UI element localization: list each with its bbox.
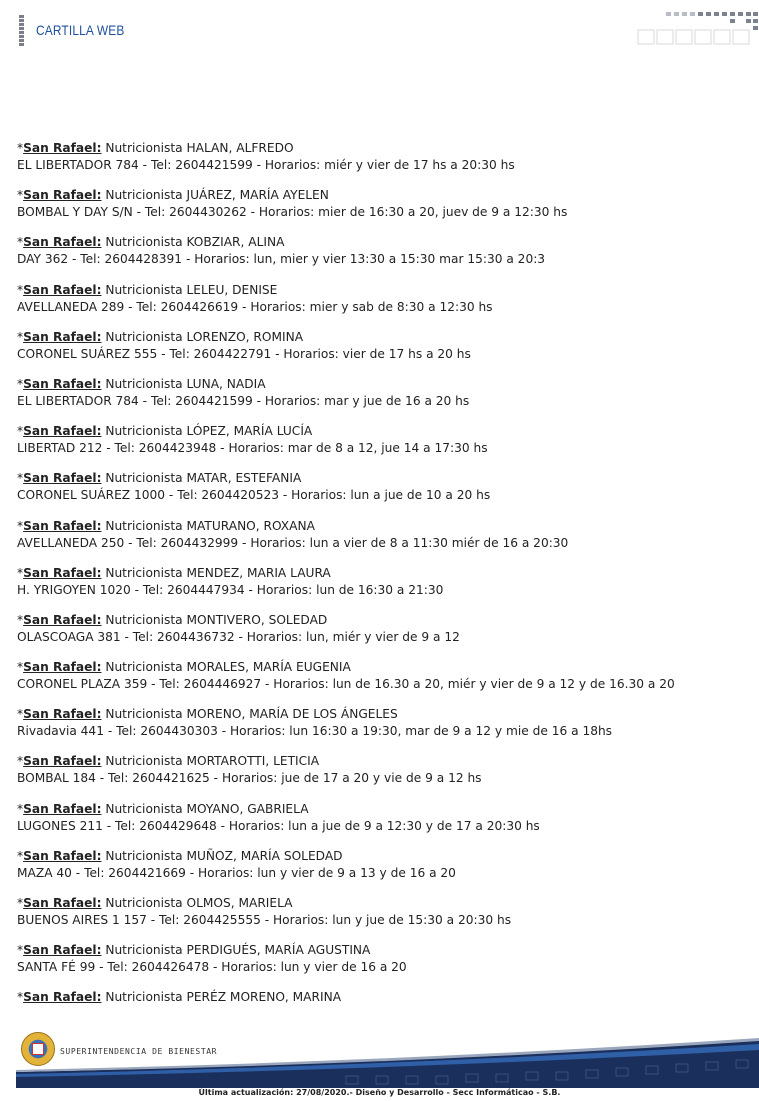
provider-details: OLASCOAGA 381 - Tel: 2604436732 - Horarios: lun, miér y vier de 9 a 12: [17, 629, 460, 644]
provider-details: BOMBAL Y DAY S/N - Tel: 2604430262 - Horarios: mier de 16:30 a 20, juev de 9 a 12:30 hs: [17, 205, 568, 220]
city-label: San Rafael:: [23, 329, 102, 344]
provider-name: Nutricionista LELEU, DENISE: [105, 282, 278, 297]
provider-heading: [17, 848, 747, 865]
bullet-asterisk: *: [17, 612, 24, 627]
provider-details: CORONEL SUÁREZ 1000 - Tel: 2604420523 - Horarios: lun a jue de 10 a 20 hs: [17, 488, 491, 503]
provider-details: AVELLANEDA 250 - Tel: 2604432999 - Horarios: lun a vier de 8 a 11:30 miér de 16 a 20:30: [17, 535, 569, 550]
provider-details: BUENOS AIRES 1 157 - Tel: 2604425555 - Horarios: lun y jue de 15:30 a 20:30 hs: [17, 913, 512, 927]
footer-organization: SUPERINTENDENCIA DE BIENESTAR: [60, 1047, 218, 1056]
provider-details: BOMBAL 184 - Tel: 2604421625 - Horarios: jue de 17 a 20 y vie de 9 a 12 hs: [17, 771, 482, 786]
provider-heading: [17, 989, 747, 1006]
provider-heading: [17, 801, 747, 818]
list-item: [17, 942, 747, 989]
provider-name: Nutricionista MATAR, ESTEFANIA: [105, 471, 302, 486]
list-item: [17, 565, 747, 612]
provider-details: LUGONES 211 - Tel: 2604429648 - Horarios: lun a jue de 9 a 12:30 y de 17 a 20:30 hs: [17, 818, 540, 833]
provider-heading: [17, 376, 747, 393]
provider-details: AVELLANEDA 289 - Tel: 2604426619 - Horarios: mier y sab de 8:30 a 12:30 hs: [17, 299, 493, 314]
provider-heading: [17, 329, 747, 346]
city-label: San Rafael:: [23, 660, 102, 675]
bullet-asterisk: *: [17, 848, 24, 863]
list-item: [17, 659, 747, 706]
list-item: [17, 518, 747, 565]
provider-heading: [17, 234, 747, 251]
header-decoration-icon: [636, 10, 759, 46]
provider-name: Nutricionista JUÁREZ, MARÍA AYELEN: [105, 188, 329, 203]
list-item: [17, 187, 747, 234]
provider-details: Rivadavia 441 - Tel: 2604430303 - Horarios: lun 16:30 a 19:30, mar de 9 a 12 y mie de 16 a 18hs: [17, 724, 613, 739]
bullet-asterisk: *: [17, 282, 24, 297]
provider-list: [17, 140, 747, 1037]
city-label: San Rafael:: [23, 990, 102, 1005]
list-item: [17, 376, 747, 423]
provider-heading: [17, 187, 747, 204]
city-label: San Rafael:: [23, 282, 102, 297]
city-label: San Rafael:: [23, 424, 102, 439]
footer-band-icon: [16, 1030, 759, 1088]
provider-heading: [17, 753, 747, 770]
list-item: [17, 848, 747, 895]
bullet-asterisk: *: [17, 707, 24, 722]
provider-name: Nutricionista MORALES, MARÍA EUGENIA: [105, 660, 351, 675]
list-item: [17, 282, 747, 329]
institution-seal-icon: [21, 1032, 55, 1066]
page-title: CARTILLA WEB: [36, 22, 125, 38]
provider-details: CORONEL PLAZA 359 - Tel: 2604446927 - Horarios: lun de 16.30 a 20, miér y vier de 9 a 12 y de 16.30 a 20: [17, 677, 675, 692]
provider-name: Nutricionista LÓPEZ, MARÍA LUCÍA: [105, 424, 313, 439]
provider-heading: [17, 895, 747, 912]
provider-heading: [17, 470, 747, 487]
city-label: San Rafael:: [23, 707, 102, 722]
bullet-asterisk: *: [17, 943, 24, 958]
list-item: [17, 801, 747, 848]
provider-details: EL LIBERTADOR 784 - Tel: 2604421599 - Horarios: miér y vier de 17 hs a 20:30 hs: [17, 158, 515, 172]
provider-name: Nutricionista MORTAROTTI, LETICIA: [105, 754, 320, 769]
provider-heading: [17, 612, 747, 629]
page-footer: [16, 1030, 759, 1088]
provider-name: Nutricionista MENDEZ, MARIA LAURA: [105, 565, 331, 580]
city-label: San Rafael:: [23, 943, 102, 958]
provider-name: Nutricionista OLMOS, MARIELA: [105, 896, 293, 910]
page-header: [0, 0, 759, 60]
bullet-asterisk: *: [17, 990, 24, 1005]
provider-details: H. YRIGOYEN 1020 - Tel: 2604447934 - Horarios: lun de 16:30 a 21:30: [17, 582, 444, 597]
provider-details: MAZA 40 - Tel: 2604421669 - Horarios: lun y vier de 9 a 13 y de 16 a 20: [17, 865, 456, 880]
city-label: San Rafael:: [23, 612, 102, 627]
list-item: [17, 753, 747, 800]
provider-heading: [17, 942, 747, 959]
bullet-asterisk: *: [17, 471, 24, 486]
city-label: San Rafael:: [23, 565, 102, 580]
list-item: [17, 234, 747, 281]
provider-details: SANTA FÉ 99 - Tel: 2604426478 - Horarios: lun y vier de 16 a 20: [17, 960, 407, 975]
bullet-asterisk: *: [17, 329, 24, 344]
provider-details: EL LIBERTADOR 784 - Tel: 2604421599 - Horarios: mar y jue de 16 a 20 hs: [17, 393, 470, 408]
provider-heading: [17, 423, 747, 440]
city-label: San Rafael:: [23, 518, 102, 533]
provider-details: LIBERTAD 212 - Tel: 2604423948 - Horarios: mar de 8 a 12, jue 14 a 17:30 hs: [17, 441, 488, 456]
bullet-asterisk: *: [17, 235, 24, 250]
provider-name: Nutricionista MONTIVERO, SOLEDAD: [105, 612, 328, 627]
bullet-asterisk: *: [17, 188, 24, 203]
city-label: San Rafael:: [23, 754, 102, 769]
bullet-asterisk: *: [17, 565, 24, 580]
provider-details: DAY 362 - Tel: 2604428391 - Horarios: lun, mier y vier 13:30 a 15:30 mar 15:30 a 20:3: [17, 252, 546, 267]
provider-name: Nutricionista MATURANO, ROXANA: [105, 518, 315, 533]
list-item: [17, 612, 747, 659]
list-item: [17, 895, 747, 942]
city-label: San Rafael:: [23, 188, 102, 203]
provider-heading: [17, 518, 747, 535]
list-item: [17, 140, 747, 187]
bullet-asterisk: *: [17, 376, 24, 391]
provider-heading: [17, 706, 747, 723]
footer-update-note: Última actualización: 27/08/2020.- Diseño y Desarrollo - Secc Informáticao - S.B.: [198, 1088, 561, 1097]
provider-name: Nutricionista MORENO, MARÍA DE LOS ÁNGELES: [105, 707, 398, 722]
city-label: San Rafael:: [23, 848, 102, 863]
provider-heading: [17, 565, 747, 582]
city-label: San Rafael:: [23, 141, 102, 155]
city-label: San Rafael:: [23, 471, 102, 486]
list-item: [17, 706, 747, 753]
bullet-asterisk: *: [17, 141, 24, 155]
provider-name: Nutricionista MUÑOZ, MARÍA SOLEDAD: [105, 848, 343, 863]
provider-name: Nutricionista PERÉZ MORENO, MARINA: [105, 990, 342, 1005]
bullet-asterisk: *: [17, 424, 24, 439]
provider-name: Nutricionista MOYANO, GABRIELA: [105, 801, 309, 816]
provider-name: Nutricionista KOBZIAR, ALINA: [105, 235, 285, 250]
provider-name: Nutricionista PERDIGUÉS, MARÍA AGUSTINA: [105, 943, 371, 958]
city-label: San Rafael:: [23, 801, 102, 816]
list-item: [17, 470, 747, 517]
provider-name: Nutricionista HALAN, ALFREDO: [105, 141, 294, 155]
provider-heading: [17, 140, 747, 157]
provider-name: Nutricionista LORENZO, ROMINA: [105, 329, 304, 344]
bullet-asterisk: *: [17, 660, 24, 675]
list-item: [17, 423, 747, 470]
bullet-asterisk: *: [17, 896, 24, 910]
header-bar-icon: [19, 15, 24, 46]
city-label: San Rafael:: [23, 896, 102, 910]
provider-name: Nutricionista LUNA, NADIA: [105, 376, 266, 391]
list-item: [17, 329, 747, 376]
bullet-asterisk: *: [17, 754, 24, 769]
bullet-asterisk: *: [17, 801, 24, 816]
provider-heading: [17, 282, 747, 299]
provider-heading: [17, 659, 747, 676]
bullet-asterisk: *: [17, 518, 24, 533]
city-label: San Rafael:: [23, 235, 102, 250]
city-label: San Rafael:: [23, 376, 102, 391]
provider-details: CORONEL SUÁREZ 555 - Tel: 2604422791 - Horarios: vier de 17 hs a 20 hs: [17, 346, 471, 361]
